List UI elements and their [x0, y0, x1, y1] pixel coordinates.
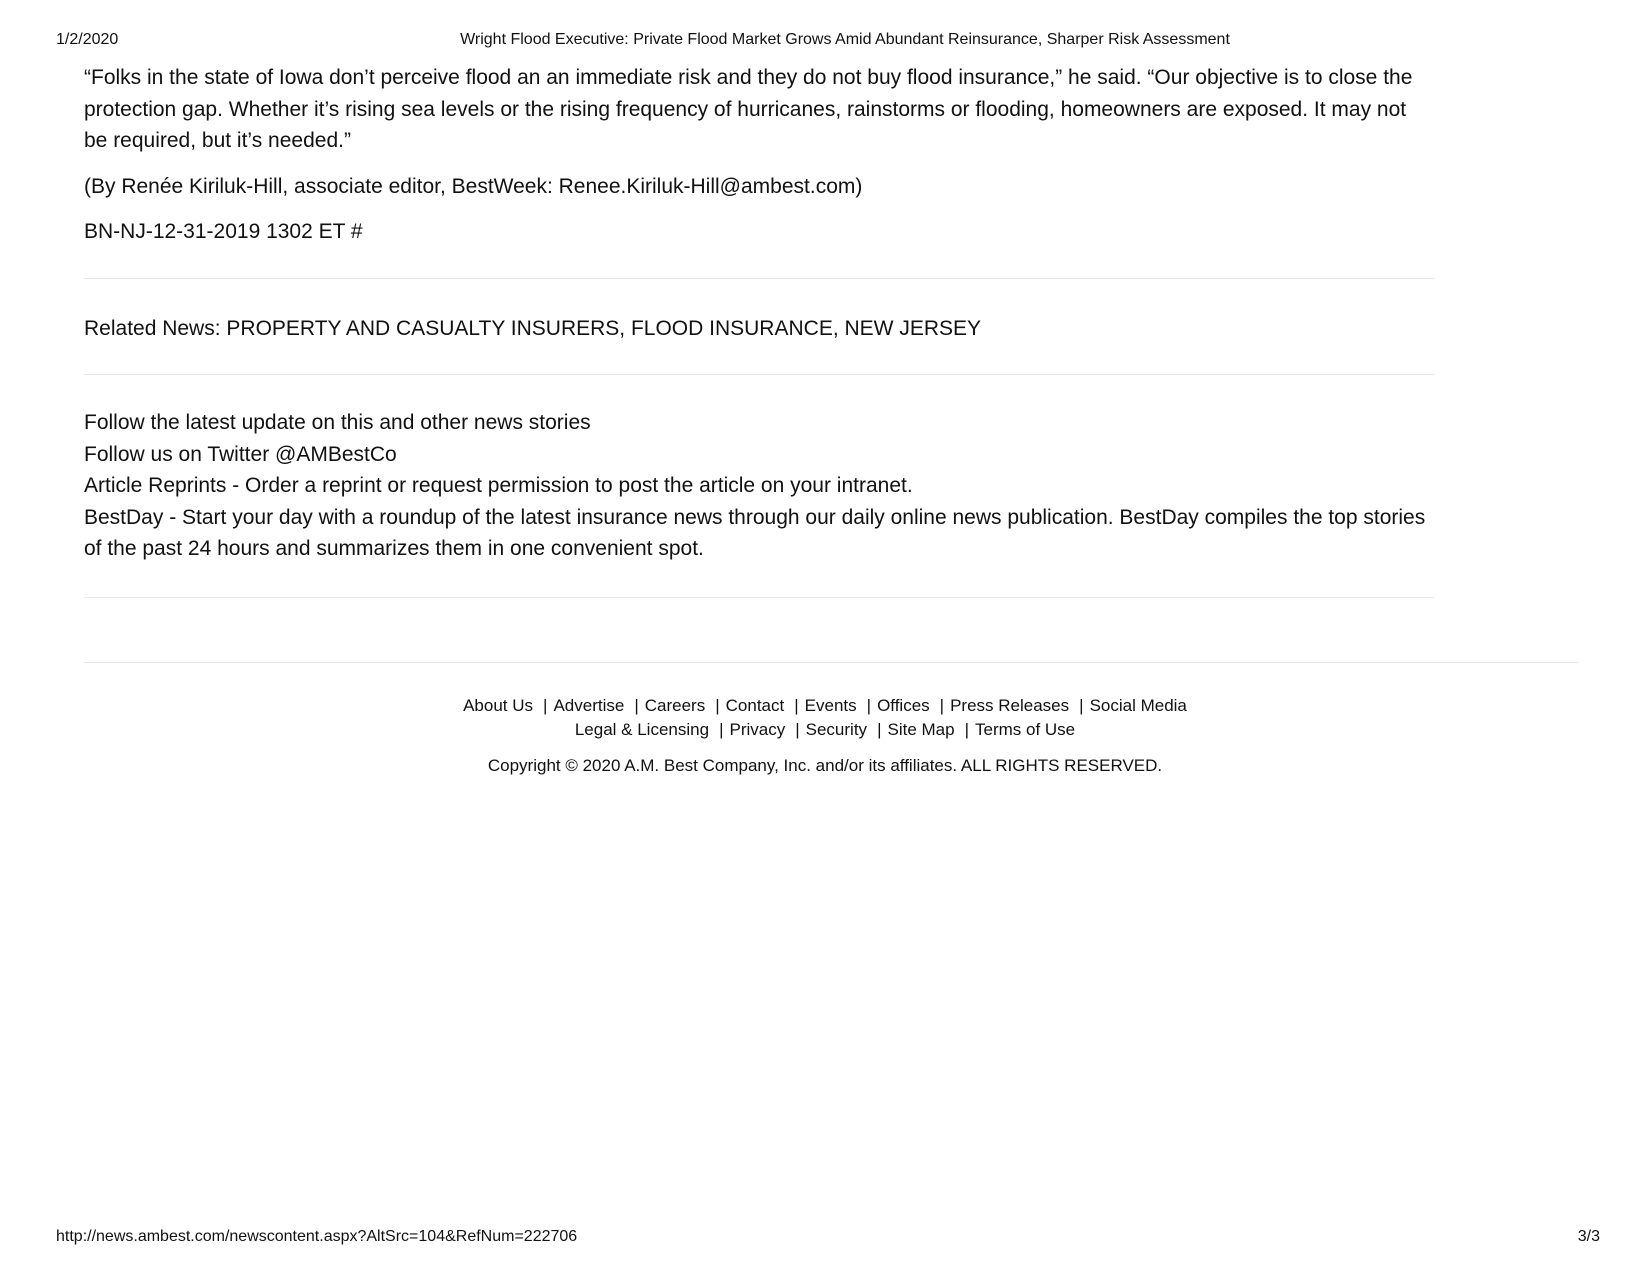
- footer-separator: |: [877, 720, 882, 739]
- footer-links-row-2: [0, 718, 1650, 742]
- related-news: [84, 313, 1434, 345]
- footer-separator: |: [715, 696, 720, 715]
- footer-link-privacy[interactable]: Privacy: [729, 720, 786, 739]
- site-footer: [0, 694, 1650, 776]
- print-header-title: Wright Flood Executive: Private Flood Market Grows Amid Abundant Reinsurance, Sharper Risk Assessment: [460, 31, 1230, 48]
- footer-separator: |: [634, 696, 639, 715]
- article-dateline: BN-NJ-12-31-2019 1302 ET #: [84, 220, 363, 243]
- print-footer-url: http://news.ambest.com/newscontent.aspx?AltSrc=104&RefNum=222706: [56, 1228, 578, 1245]
- divider: [84, 597, 1434, 598]
- footer-link-about-us[interactable]: About Us: [463, 696, 534, 715]
- footer-separator: |: [794, 696, 799, 715]
- footer-link-offices[interactable]: Offices: [877, 696, 930, 715]
- footer-link-social-media[interactable]: Social Media: [1089, 696, 1187, 715]
- footer-separator: |: [939, 696, 945, 715]
- related-news-topics[interactable]: PROPERTY AND CASUALTY INSURERS, FLOOD INSURANCE, NEW JERSEY: [226, 316, 982, 340]
- bestday-link[interactable]: BestDay - Start your day with a roundup of the latest insurance news through our daily online news publication. BestDay compiles the top stories of the past 24 hours and summarizes them in one convenient spot.: [84, 505, 1426, 560]
- footer-link-site-map[interactable]: Site Map: [887, 720, 955, 739]
- footer-separator: |: [1079, 696, 1084, 715]
- footer-link-terms-of-use[interactable]: Terms of Use: [975, 720, 1076, 739]
- footer-links-row-1: [0, 694, 1650, 718]
- footer-separator: |: [964, 720, 969, 739]
- divider: [84, 374, 1434, 375]
- footer-separator: |: [866, 696, 872, 715]
- related-news-label: Related News:: [84, 316, 227, 340]
- print-header-date: 1/2/2020: [56, 31, 119, 48]
- follow-updates-link[interactable]: Follow the latest update on this and other news stories: [84, 411, 591, 434]
- footer-link-careers[interactable]: Careers: [644, 696, 706, 715]
- footer-link-press-releases[interactable]: Press Releases: [950, 696, 1070, 715]
- follow-twitter-link[interactable]: Follow us on Twitter @AMBestCo: [84, 442, 397, 466]
- print-footer-page-number: 3/3: [1577, 1228, 1600, 1245]
- article-byline: (By Renée Kiriluk-Hill, associate editor, BestWeek: Renee.Kiriluk-Hill@ambest.com): [84, 174, 863, 198]
- footer-link-contact[interactable]: Contact: [725, 696, 785, 715]
- article-reprints-link[interactable]: Article Reprints - Order a reprint or request permission to post the article on your intranet.: [84, 474, 913, 497]
- footer-link-events[interactable]: Events: [804, 696, 857, 715]
- footer-divider: [84, 662, 1578, 663]
- footer-link-advertise[interactable]: Advertise: [553, 696, 625, 715]
- footer-link-legal-licensing[interactable]: Legal & Licensing: [574, 720, 710, 739]
- article-content: [84, 62, 1434, 598]
- footer-separator: |: [543, 696, 548, 715]
- copyright-notice: Copyright © 2020 A.M. Best Company, Inc. and/or its affiliates. ALL RIGHTS RESERVED.: [487, 756, 1163, 775]
- footer-separator: |: [719, 720, 724, 739]
- follow-section: [84, 407, 1434, 565]
- footer-link-security[interactable]: Security: [805, 720, 868, 739]
- article-quote-paragraph: “Folks in the state of Iowa don’t perceive flood an an immediate risk and they do not buy flood insurance,” he said. “Our objective is to close the protection gap. Whether it’s rising sea levels or the rising frequency of hurricanes, rainstorms or flooding, homeowners are exposed. It may not be required, but it’s needed.”: [84, 66, 1413, 152]
- footer-separator: |: [795, 720, 800, 739]
- divider: [84, 278, 1434, 279]
